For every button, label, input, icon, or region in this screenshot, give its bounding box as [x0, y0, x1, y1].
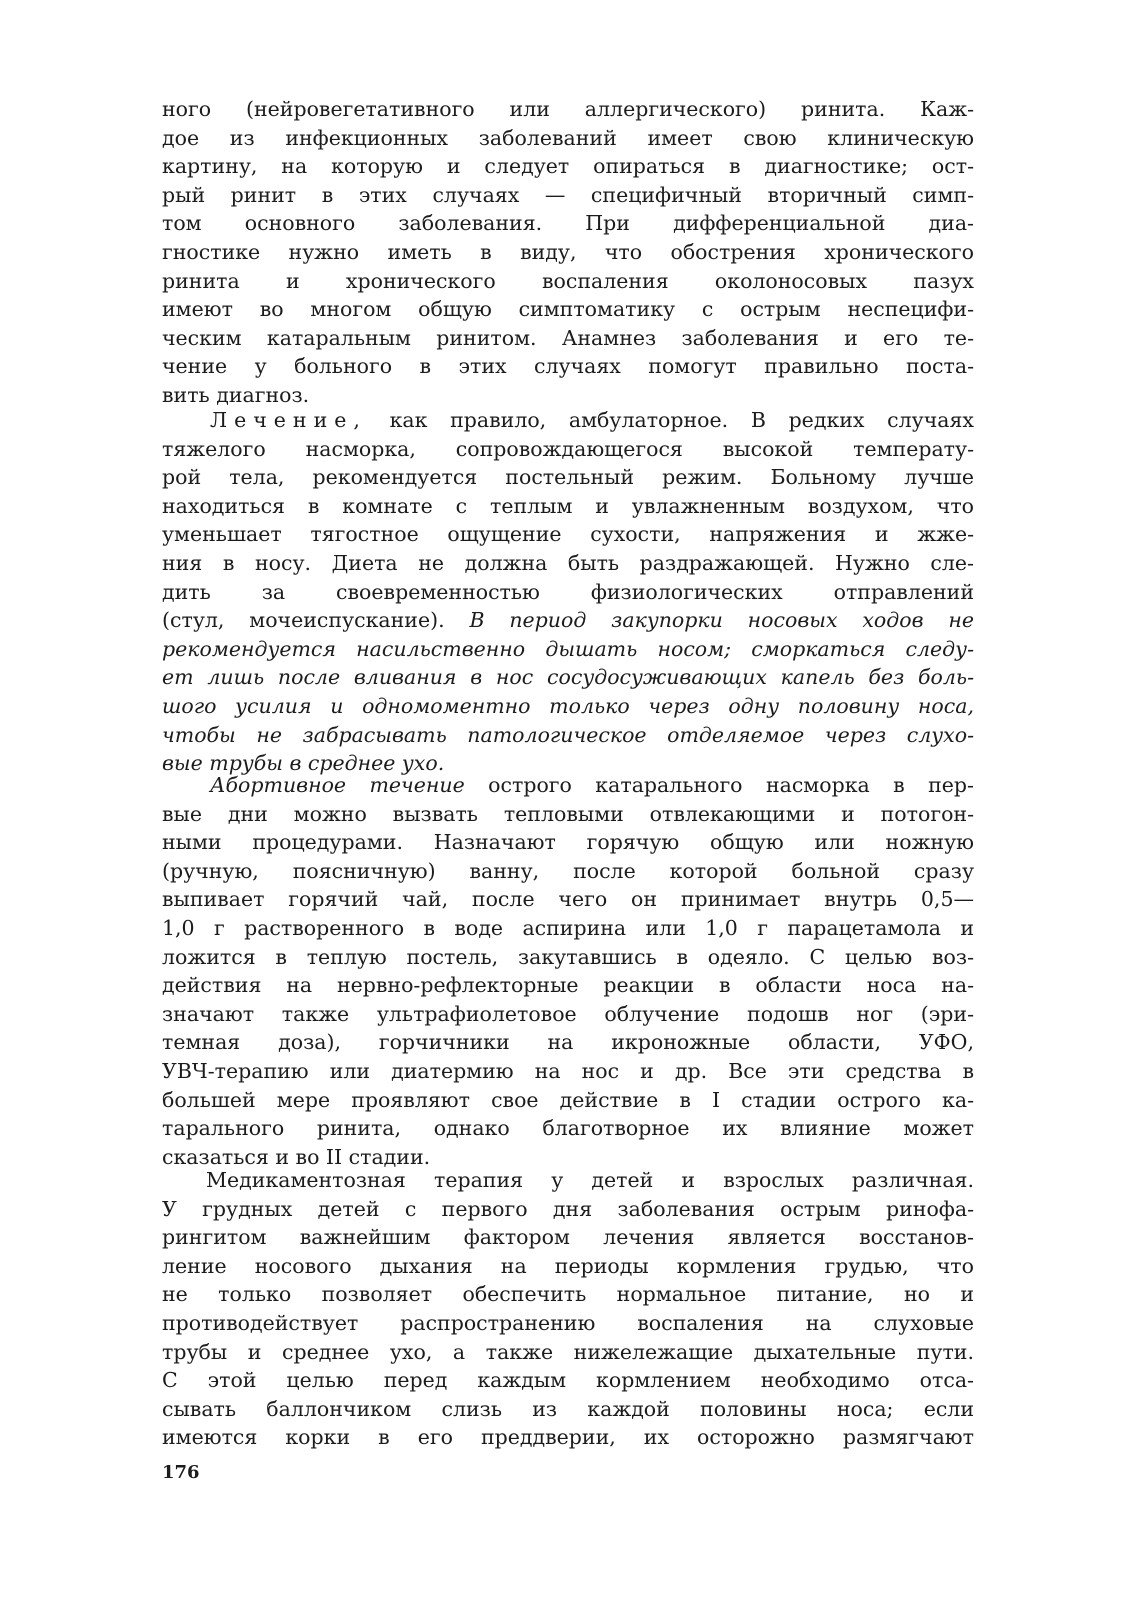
italic-line: чтобы не забрасывать патологическое отделяемое через слухо-: [162, 722, 974, 747]
text-line: [162, 406, 974, 435]
text-span: острого катарального насморка в пер-: [464, 773, 974, 797]
text-line: У грудных детей с первого дня заболевания острым ринофа-: [162, 1196, 974, 1221]
text-line: имеют во многом общую симптоматику с острым неспецифи-: [162, 297, 974, 322]
text-line: вые дни можно вызвать тепловыми отвлекающими и потогон-: [162, 801, 974, 826]
text-line: вить диагноз.: [162, 382, 310, 407]
text-line: выпивает горячий чай, после чего он принимает внутрь 0,5—: [162, 887, 974, 912]
text-line: ния в носу. Диета не должна быть раздражающей. Нужно сле-: [162, 550, 974, 575]
text-line: С этой целью перед каждым кормлением необходимо отса-: [162, 1368, 974, 1393]
paragraph-diagnosis: [162, 95, 974, 410]
text-line: ного (нейровегетативного или аллергического) ринита. Каж-: [162, 97, 974, 121]
paragraph-medication: [162, 1166, 974, 1452]
text-line: (ручную, поясничную) ванну, после которой больной сразу: [162, 858, 974, 883]
text-line: том основного заболевания. При дифференциальной диа-: [162, 211, 974, 236]
text-span: как правило, амбулаторное. В редких случаях: [366, 408, 974, 432]
text-line: Медикаментозная терапия у детей и взрослых различная.: [206, 1168, 974, 1192]
text-line: ложится в теплую постель, закутавшись в одеяло. С целью воз-: [162, 944, 974, 969]
text-line: трубы и среднее ухо, а также нижележащие дыхательные пути.: [162, 1339, 974, 1364]
italic-span: В период закупорки носовых ходов не: [469, 608, 974, 633]
text-line: дое из инфекционных заболеваний имеет свою клиническую: [162, 125, 974, 150]
italic-line: рекомендуется насильственно дышать носом; сморкаться следу-: [162, 636, 974, 661]
text-line: ческим катаральным ринитом. Анамнез заболевания и его те-: [162, 325, 974, 350]
text-line: тарального ринита, однако благотворное их влияние может: [162, 1116, 974, 1141]
heading-treatment: Лечение,: [210, 408, 367, 432]
text-line: ление носового дыхания на периоды кормления грудью, что: [162, 1253, 974, 1278]
italic-line: вые трубы в среднее ухо.: [162, 751, 445, 776]
italic-span: Абортивное течение: [210, 773, 465, 797]
page-number: 176: [162, 1462, 200, 1483]
italic-line: шого усилия и одномоментно только через одну половину носа,: [162, 693, 974, 718]
text-line: УВЧ-терапию или диатермию на нос и др. Все эти средства в: [162, 1058, 974, 1083]
text-line: ными процедурами. Назначают горячую общую или ножную: [162, 830, 974, 855]
text-span: (стул, мочеиспускание).: [162, 608, 470, 633]
text-line: 1,0 г растворенного в воде аспирина или 1,0 г парацетамола и: [162, 915, 974, 940]
text-line: противодействует распространению воспаления на слуховые: [162, 1310, 974, 1335]
text-line: значают также ультрафиолетовое облучение подошв ног (эри-: [162, 1001, 974, 1026]
text-line: имеются корки в его преддверии, их осторожно размягчают: [162, 1425, 974, 1450]
text-line: действия на нервно-рефлекторные реакции в области носа на-: [162, 973, 974, 998]
text-line: тяжелого насморка, сопровождающегося высокой температу-: [162, 436, 974, 461]
italic-line: ет лишь после вливания в нос сосудосуживающих капель без боль-: [162, 665, 974, 690]
text-line: картину, на которую и следует опираться в диагностике; ост-: [162, 154, 974, 179]
text-line: рый ринит в этих случаях — специфичный вторичный симп-: [162, 182, 974, 207]
text-line: сывать баллончиком слизь из каждой половины носа; если: [162, 1396, 974, 1421]
paragraph-treatment: [162, 406, 974, 778]
text-line: сказаться и во II стадии.: [162, 1144, 431, 1169]
text-line: рой тела, рекомендуется постельный режим. Больному лучше: [162, 465, 974, 490]
text-line: [162, 771, 974, 800]
paragraph-abortive-course: [162, 771, 974, 1171]
text-line: гностике нужно иметь в виду, что обострения хронического: [162, 239, 974, 264]
text-line: ринита и хронического воспаления околоносовых пазух: [162, 268, 974, 293]
text-line: рингитом важнейшим фактором лечения является восстанов-: [162, 1225, 974, 1250]
text-line: [162, 606, 974, 635]
text-line: уменьшает тягостное ощущение сухости, напряжения и жже-: [162, 522, 974, 547]
text-line: находиться в комнате с теплым и увлажненным воздухом, что: [162, 493, 974, 518]
text-line: не только позволяет обеспечить нормальное питание, но и: [162, 1282, 974, 1307]
text-line: дить за своевременностью физиологических отправлений: [162, 579, 974, 604]
text-line: темная доза), горчичники на икроножные области, УФО,: [162, 1030, 974, 1055]
text-line: чение у больного в этих случаях помогут правильно поста-: [162, 354, 974, 379]
text-line: большей мере проявляют свое действие в I стадии острого ка-: [162, 1087, 974, 1112]
